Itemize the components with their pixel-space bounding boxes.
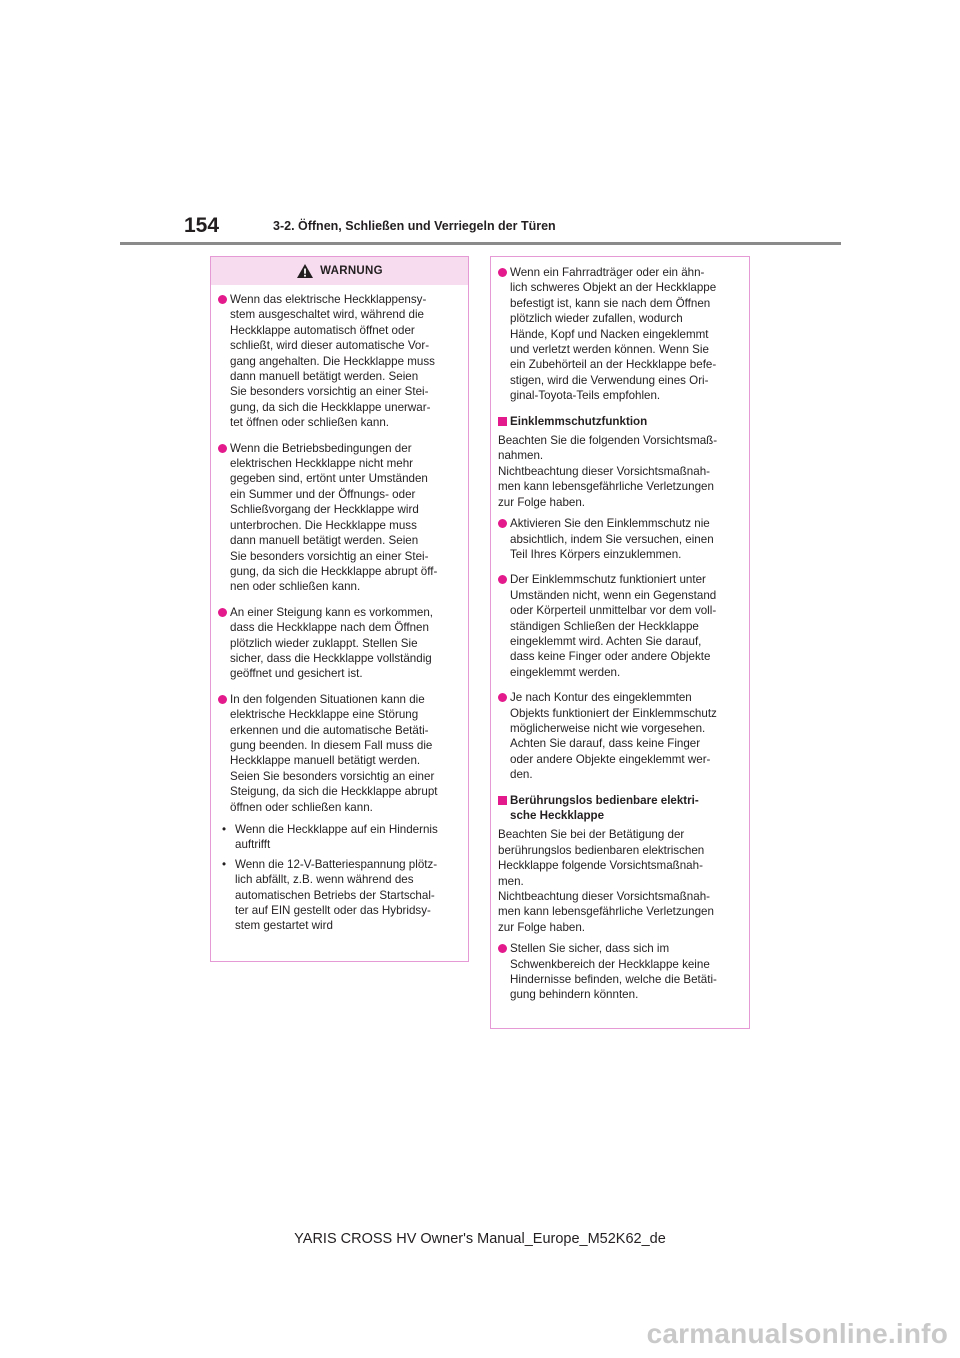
warning-item-text: In den folgenden Situationen kann die elektrische Heckklappe eine Störung erkennen und die automatische Betäti- gung beenden. In diesem Fall muss die Heckklappe manuell betätigt werden. Seien Sie besonders vorsichtig an einer Steigung, da sich die Heckklappe abrupt öffnen oder schließen kann. — [230, 692, 438, 814]
section-paragraph: Beachten Sie bei der Betätigung der berührungslos bedienbaren elektrischen Heckklappe folgende Vorsichtsmaßnah- men. Nichtbeachtung dieser Vorsichtsmaßnah- men kann lebensgefährliche Verletzungen zur Folge haben. — [498, 828, 714, 934]
warning-item — [498, 265, 741, 404]
header-rule — [120, 242, 841, 245]
page-number: 154 — [184, 214, 220, 237]
warning-subitem-text: Wenn die 12-V-Batteriespannung plötz- lich abfällt, z.B. wenn während des automatischen Betriebs der Startschal- ter auf EIN gestellt oder das Hybridsy- stem gestartet wird — [235, 857, 438, 933]
bullet-dot-icon — [498, 268, 507, 277]
square-bullet-icon — [498, 417, 507, 426]
bullet-dot-icon — [498, 693, 507, 702]
warning-item-text: Wenn das elektrische Heckklappensy- stem ausgeschaltet wird, während die Heckklappe automatisch öffnet oder schließt, wird dieser automatische Vor- gang angehalten. Die Heckklappe muss dann manuell betätigt werden. Seien Sie besonders vorsichtig an einer Stei- gung, da sich die Heckklappe unerwar- tet öffnen oder schließen kann. — [230, 293, 435, 430]
bullet-dot-icon — [498, 575, 507, 584]
bullet-dot-icon — [218, 295, 227, 304]
warning-item — [218, 605, 460, 682]
warning-panel-left — [210, 256, 469, 962]
warning-item — [218, 441, 460, 595]
bullet-dot-icon — [218, 444, 227, 453]
warning-title: WARNUNG — [320, 265, 383, 277]
warning-item-text: Wenn ein Fahrradträger oder ein ähn- lich schweres Objekt an der Heckklappe befestigt ist, kann sie nach dem Öffnen plötzlich wieder zufallen, wodurch Hände, Kopf und Nacken eingeklemmt und verletzt werden können. Wenn Sie ein Zubehörteil an der Heckklappe befe- stigen, wird die Verwendung eines Ori- ginal-Toyota-Teils empfohlen. — [510, 266, 717, 403]
warning-subitem-text: Wenn die Heckklappe auf ein Hindernis auftrifft — [235, 823, 438, 852]
bullet-dot-icon — [218, 695, 227, 704]
warning-item — [218, 292, 460, 431]
warning-item-text: An einer Steigung kann es vorkommen, dass die Heckklappe nach dem Öffnen plötzlich wieder zuklappt. Stellen Sie sicher, dass die Heckklappe vollständig geöffnet und gesichert ist. — [230, 605, 434, 681]
warning-item-text: Aktivieren Sie den Einklemmschutz nie absichtlich, indem Sie versuchen, einen Teil Ihres Körpers einzuklemmen. — [510, 517, 714, 561]
warning-item-text: Stellen Sie sicher, dass sich im Schwenkbereich der Heckklappe keine Hindernisse befinden, welche die Betäti- gung behindern könnten. — [510, 942, 717, 1002]
warning-item — [498, 516, 741, 562]
warning-item-text: Wenn die Betriebsbedingungen der elektrischen Heckklappe nicht mehr gegeben sind, ertönt unter Umständen ein Summer und der Öffnungs- oder Schließvorgang der Heckklappe wird unterbrochen. Die Heckklappe muss dann manuell betätigt werden. Seien Sie besonders vorsichtig an einer Stei- gung, da sich die Heckklappe abrupt öff- nen oder schließen kann. — [230, 441, 438, 594]
warning-body — [211, 285, 468, 934]
section-heading-text: Berührungslos bedienbare elektri- sche Heckklappe — [510, 793, 699, 822]
warning-item — [498, 690, 741, 782]
bullet-dot-icon — [498, 519, 507, 528]
section-heading-text: Einklemmschutzfunktion — [510, 414, 648, 428]
warning-panel-right — [490, 256, 750, 1029]
warning-item — [498, 572, 741, 680]
watermark: carmanualsonline.info — [646, 1318, 948, 1349]
small-bullet-icon: • — [222, 857, 227, 871]
warning-item-text: Der Einklemmschutz funktioniert unter Umständen nicht, wenn ein Gegenstand oder Körperteil unmittelbar vor dem voll- ständigen Schließen der Heckklappe eingeklemmt wird. Achten Sie darauf, dass keine Finger oder andere Objekte eingeklemmt werden. — [510, 573, 717, 679]
warning-header — [211, 257, 468, 285]
square-bullet-icon — [498, 796, 507, 805]
warning-subitem — [218, 857, 460, 934]
bullet-dot-icon — [498, 944, 507, 953]
warning-item — [498, 941, 741, 1003]
bullet-dot-icon — [218, 608, 227, 617]
section-heading — [498, 793, 741, 824]
page-footer: YARIS CROSS HV Owner's Manual_Europe_M52K62_de — [294, 1231, 666, 1247]
section-paragraph: Beachten Sie die folgenden Vorsichtsmaß- nahmen. Nichtbeachtung dieser Vorsichtsmaßnah- men kann lebensgefährliche Verletzungen zur Folge haben. — [498, 434, 718, 509]
small-bullet-icon: • — [222, 823, 227, 836]
warning-item-text: Je nach Kontur des eingeklemmten Objekts funktioniert der Einklemmschutz möglicherweise nicht wie vorgesehen. Achten Sie darauf, dass keine Finger oder andere Objekte eingeklemmt wer- den. — [510, 691, 717, 782]
warning-subitem — [218, 822, 460, 853]
warning-triangle-icon — [296, 263, 314, 279]
section-heading — [498, 414, 741, 429]
warning-item — [218, 692, 460, 815]
section-title: 3-2. Öffnen, Schließen und Verriegeln der Türen — [273, 219, 556, 233]
warning-body-continued — [491, 257, 749, 1003]
